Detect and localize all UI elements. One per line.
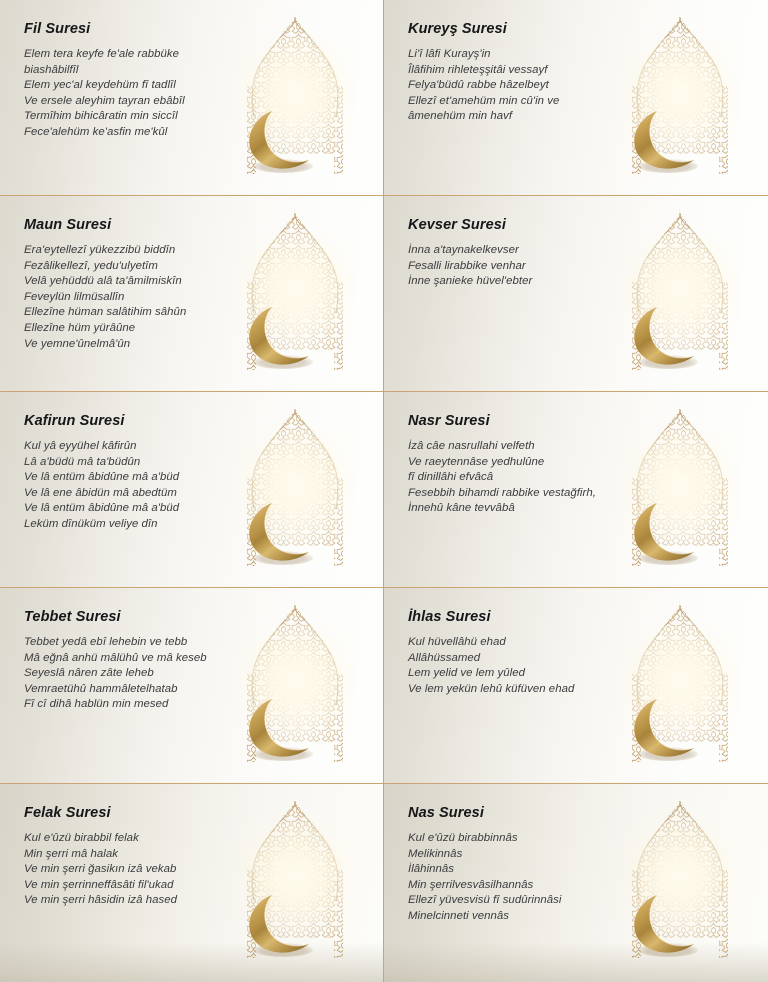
ayet-line: Min şerri mâ halak [24,847,118,860]
ayet-list [24,439,274,533]
ayet-line: Fesebbih bihamdi rabbike vestağfirh, [408,486,596,499]
ayet-line: Ve raeytennâse yedhulûne [408,455,545,468]
ayet-line: Ve ersele aleyhim tayran ebâbîl [24,94,185,107]
sure-title: Nasr Suresi [408,413,490,429]
ayet-line: İnne şanieke hüvel'ebter [408,275,533,288]
sure-text-block [24,414,274,533]
ayet-line: Ellezîne hüm yürâûne [24,321,136,334]
sure-text-block [408,218,658,290]
sure-card [0,588,384,784]
sure-title: Kureyş Suresi [408,21,507,37]
ayet-list [408,243,658,290]
sure-card [0,784,384,982]
ayet-line: Mâ eğnâ anhü mâlühû ve mâ keseb [24,651,207,664]
ayet-line: Ellezîne hüman salâtihim sâhûn [24,306,187,319]
ayet-line: Termîhim bihicâratin min siccîl [24,110,178,123]
ayet-line: Leküm dînüküm veliye dîn [24,517,158,530]
ayet-line: Min şerrilvesvâsilhannâs [408,878,534,891]
ayet-line: Seyeslâ nâren zâte leheb [24,667,154,680]
ayet-list [408,635,658,697]
sure-text-block [408,806,658,925]
ayet-line: Lem yelid ve lem yûled [408,667,525,680]
sure-title: İhlas Suresi [408,609,491,625]
sure-text-block [24,610,274,713]
ayet-list [24,243,274,352]
sure-title: Nas Suresi [408,805,484,821]
ayet-line: Velâ yehüddü alâ ta'âmilmiskîn [24,275,182,288]
ayet-line: Tebbet yedâ ebî lehebin ve tebb [24,635,188,648]
ayet-line: Ve lâ entüm âbidûne mâ a'büd [24,502,180,515]
sure-title: Fil Suresi [24,21,91,37]
sure-title: Kafirun Suresi [24,413,125,429]
ayet-line: Îlâfihim rihleteşşitâi vessayf [408,63,548,76]
sure-title: Tebbet Suresi [24,609,121,625]
ayet-line: Ve min şerri ğasikın izâ vekab [24,863,177,876]
ayet-line: Kul yâ eyyühel kâfirûn [24,439,137,452]
crescent-moon-icon [630,304,704,370]
sure-card [0,392,384,588]
ayet-line: Ve yemne'ûnelmâ'ûn [24,337,131,350]
ayet-line: İlâhinnâs [408,863,455,876]
ayet-line: Fî cî dihâ hablün min mesed [24,698,169,711]
sure-text-block [24,22,274,141]
sure-card [384,392,768,588]
sure-text-block [24,218,274,352]
ayet-line: Ellezî yüvesvisü fî sudûrinnâsi [408,894,562,907]
ayet-list [408,47,658,125]
sure-text-block [408,22,658,125]
ayet-line: Elem yec'al keydehüm fî tadlîl [24,79,176,92]
ayet-line: Lâ a'büdü mâ ta'büdûn [24,455,141,468]
ayet-line: Kul hüvellâhü ehad [408,635,506,648]
sure-card [384,196,768,392]
sure-text-block [24,806,274,909]
ayet-line: fî dinillâhi efvâcâ [408,471,494,484]
ayet-line: Elem tera keyfe fe'ale rabbüke [24,47,180,60]
sure-card [0,196,384,392]
sure-card [0,0,384,196]
sure-card [384,784,768,982]
ayet-line: Fezâlikellezî, yedu'ulyetîm [24,259,158,272]
ayet-line: Allâhüssamed [408,651,481,664]
ayet-list [24,831,274,909]
crescent-moon-icon [630,696,704,762]
ayet-line: Feveylün lilmüsallîn [24,290,125,303]
sure-card [384,0,768,196]
ayet-line: Melikinnâs [408,847,463,860]
sure-card [384,588,768,784]
ayet-list [24,47,274,141]
ayet-line: Kul e'ûzü birabbil felak [24,831,139,844]
sure-title: Felak Suresi [24,805,111,821]
ayet-line: Fesalli lirabbike venhar [408,259,526,272]
ayet-line: Era'eytellezî yükezzibü biddîn [24,243,176,256]
ayet-line: Kul e'ûzü birabbinnâs [408,831,518,844]
ayet-list [408,831,658,925]
ayet-line: Vemraetühû hammâletelhatab [24,682,178,695]
ayet-line: Ve lem yekün lehû küfüven ehad [408,682,575,695]
ayet-line: Ve min şerri hâsidin izâ hased [24,894,178,907]
ayet-line: Ve lâ entüm âbidûne mâ a'büd [24,471,180,484]
sure-text-block [408,414,658,517]
ayet-line: Ellezî et'amehüm min cû'in ve [408,94,560,107]
sure-text-block [408,610,658,697]
ayet-line: Ve min şerrinneffâsâti fil'ukad [24,878,174,891]
ayet-line: İnna a'taynakelkevser [408,243,519,256]
ayet-line: Fece'alehüm ke'asfin me'kûl [24,125,168,138]
ayet-line: İnnehû kâne tevvâbâ [408,502,515,515]
ayet-line: İzâ câe nasrullahi velfeth [408,439,535,452]
ayet-line: Felya'büdû rabbe hâzelbeyt [408,79,549,92]
sure-title: Maun Suresi [24,217,112,233]
ayet-line: Li'î lâfi Kurayş'in [408,47,491,60]
ayet-line: Minelcinneti vennâs [408,909,509,922]
sure-title: Kevser Suresi [408,217,507,233]
ayet-line: Ve lâ ene âbidün mâ abedtüm [24,486,177,499]
ayet-line: âmenehüm min havf [408,110,513,123]
ayet-line: biashâbilfîl [24,63,79,76]
ayet-list [24,635,274,713]
ayet-list [408,439,658,517]
